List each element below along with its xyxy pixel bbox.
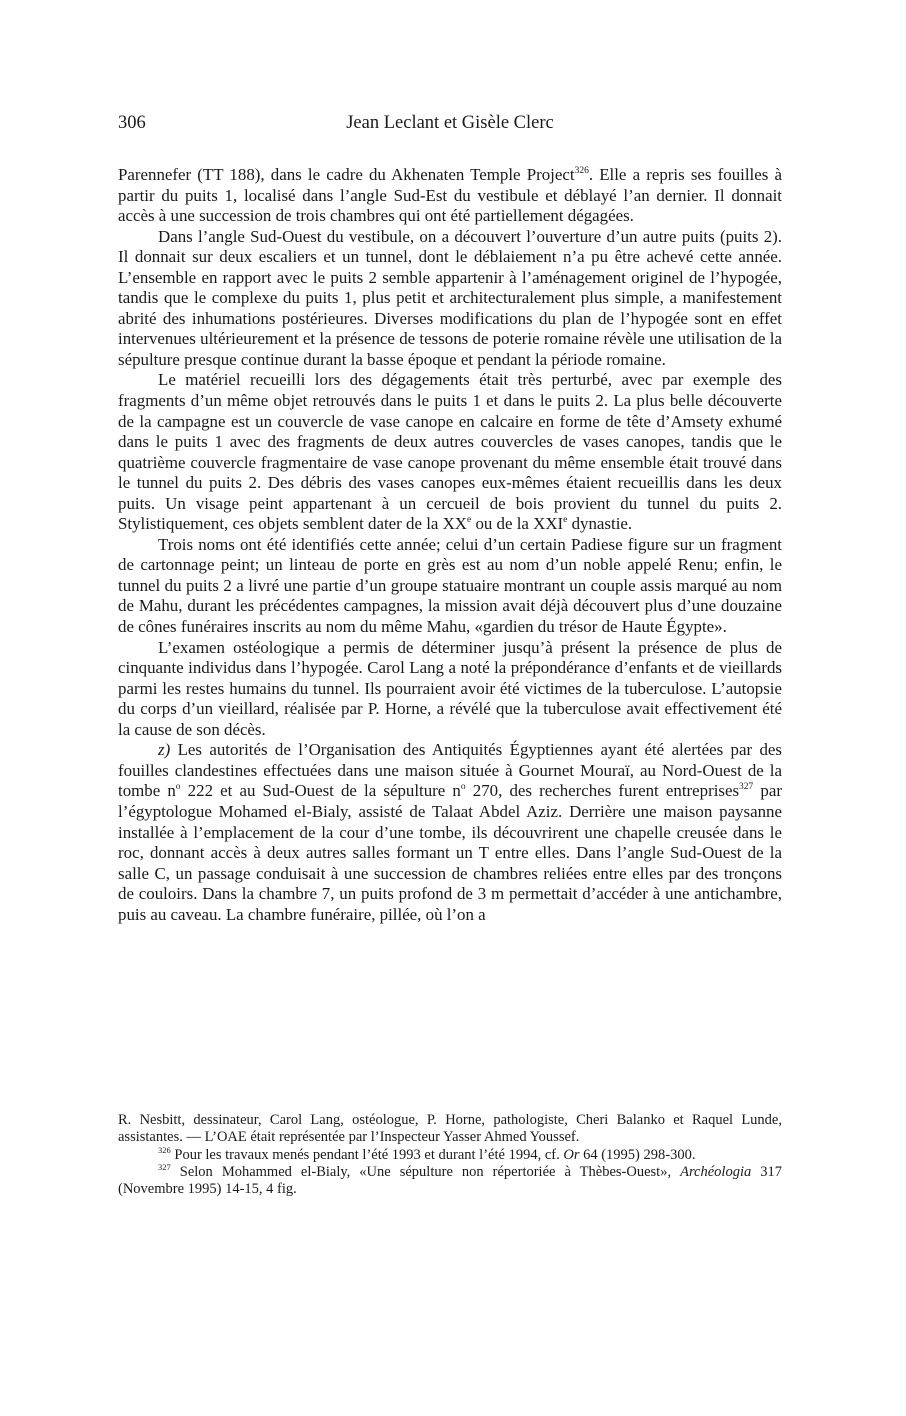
superscript: e <box>467 515 472 526</box>
page-number: 306 <box>118 113 146 133</box>
superscript: o <box>175 782 181 793</box>
page-header <box>118 113 782 143</box>
footnote-326: $^{326}$ Pour les travaux menés pendant l’été 1993 et durant l’été 1994, cf. Or 64 (1995) 298-300. <box>158 1144 696 1163</box>
footnote-continuation: R. Nesbitt, dessinateur, Carol Lang, ostéologue, P. Horne, pathologiste, Cheri Balanko et Raquel Lunde, assistantes. — L’OAE était représentée par l’Inspecteur Yasser Ahmed Youssef. <box>118 1112 782 1146</box>
section-label: z) <box>158 740 171 760</box>
footnote-327: $^{327}$ Selon Mohammed el-Bialy, «Une sépulture non répertoriée à Thèbes-Ouest», Archéologia 317 (Novembre 1995) 14-15, 4 fig. <box>118 1161 783 1198</box>
footnotes <box>118 1112 782 1198</box>
running-head: Jean Leclant et Gisèle Clerc <box>346 113 554 133</box>
paragraph: Dans l’angle Sud-Ouest du vestibule, on a découvert l’ouverture d’un autre puits (puits 2). Il donnait sur deux escaliers et un tunnel, dont le déblaiement n’a pu être achevé cette année. L’ensemble en rapport avec le puits 2 semble appartenir à l’aménagement originel de l’hypogée, tandis que le complexe du puits 1, plus petit et architecturalement plus simple, a manifestement abrité des inhumations postérieures. Diverses modifications du plan de l’hypogée sont en effet intervenues ultérieurement et la présence de tessons de poterie romaine révèle une utilisation de la sépulture presque continue durant la basse époque et pendant la période romaine. <box>118 226 782 369</box>
superscript: o <box>460 782 466 793</box>
superscript: e <box>563 515 568 526</box>
journal-title: Archéologia <box>680 1163 752 1180</box>
paragraph: Le matériel recueilli lors des dégagements était très perturbé, avec par exemple des fragments d’un même objet retrouvés dans le puits 1 et dans le puits 2. La plus belle découverte de la campagne est un couvercle de vase canope en calcaire en forme de tête d’Amsety exhumé dans le puits 1 avec des fragments de deux autres couvercles de vases canopes, tandis que le quatrième couvercle fragmentaire de vase canope provenant du même ensemble était trouvé dans le tunnel du puits 2. Des débris des vases canopes eux-mêmes étaient recueillis dans les deux puits. Un visage peint appartenant à un cercueil de bois provient du tunnel du puits 2. Stylistiquement, ces objets semblent dater de la XXe ou de la XXIe dynastie. <box>118 370 782 534</box>
footnote-ref: 327 <box>739 782 754 793</box>
body-text <box>118 165 782 925</box>
paragraph: z) Les autorités de l’Organisation des Antiquités Égyptiennes ayant été alertées par des fouilles clandestines effectuées dans une maison située à Gournet Mouraï, au Nord-Ouest de la tombe $n^o$ 222 et au Sud-Ouest de la sépulture $n^o$ 270, des recherches furent entreprises$^{327}$ par l’égyptologue Mohamed el-Bialy, assisté de Talaat Abdel Aziz. Derrière une maison paysanne installée à l’emplacement de la cour d’une tombe, ils découvrirent une chapelle creusée dans le roc, donnant accès à deux autres salles formant un T entre elles. Dans l’angle Sud-Ouest de la salle C, un passage conduisait à une succession de chambres reliées entre elles par des tronçons de couloirs. Dans la chambre 7, un puits profond de 3 m permettait d’accéder à une antichambre, puis au caveau. La chambre funéraire, pillée, où l’on a <box>118 740 782 924</box>
paragraph: Trois noms ont été identifiés cette année; celui d’un certain Padiese figure sur un fragment de cartonnage peint; un linteau de porte en grès est au nom d’un noble appelé Renu; enfin, le tunnel du puits 2 a livré une partie d’un groupe statuaire montrant un couple assis marqué au nom de Mahu, durant les précédentes campagnes, la mission avait déjà découvert plus d’une douzaine de cônes funéraires inscrits au nom du même Mahu, «gardien du trésor de Haute Égypte». <box>118 534 782 637</box>
journal-title: Or <box>563 1146 580 1163</box>
paragraph: Parennefer (TT 188), dans le cadre du Akhenaten Temple Project$^{326}$. Elle a repris ses fouilles à partir du puits 1, localisé dans l’angle Sud-Est du vestibule et déblayé l’an dernier. Il donnait accès à une succession de trois chambres qui ont été partiellement dégagées. <box>118 165 782 226</box>
footnote-mark: 327 <box>158 1161 171 1172</box>
footnote-mark: 326 <box>158 1144 171 1155</box>
paragraph: L’examen ostéologique a permis de déterminer jusqu’à présent la présence de plus de cinquante individus dans l’hypogée. Carol Lang a noté la prépondérance d’enfants et de vieillards parmi les restes humains du tunnel. Ils pourraient avoir été victimes de la tuberculose. L’autopsie du corps d’un vieillard, réalisée par P. Horne, a révélé que la tuberculose avait effectivement été la cause de son décès. <box>118 637 782 739</box>
footnote-ref: 326 <box>574 166 589 176</box>
